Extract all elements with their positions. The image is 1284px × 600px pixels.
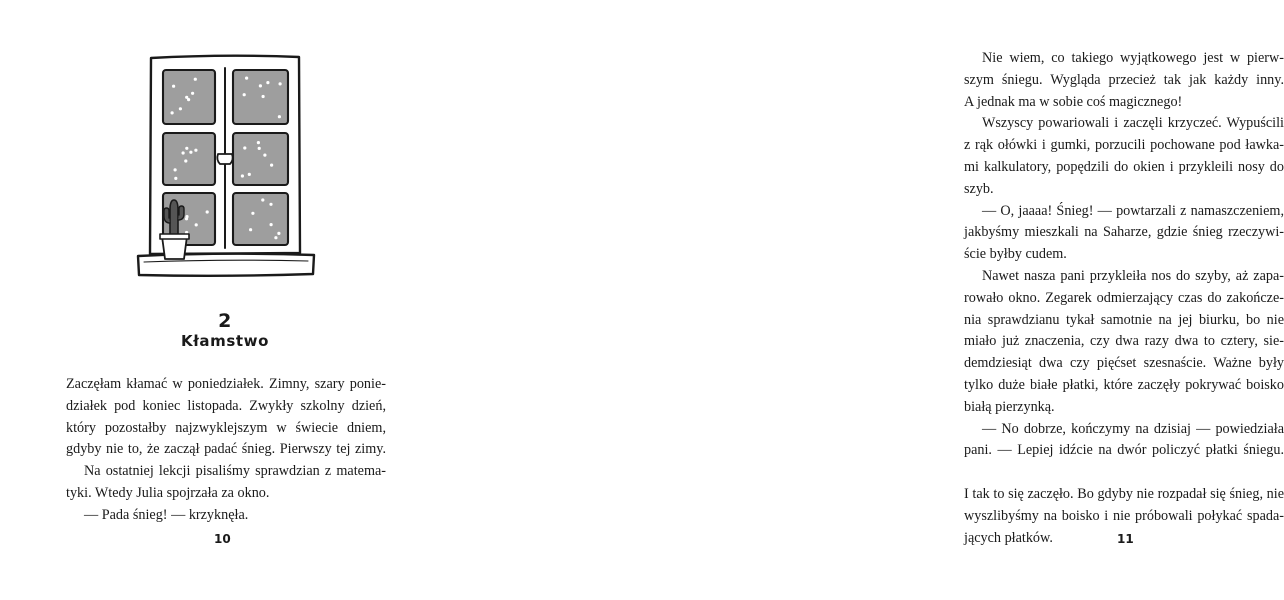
chapter-title: Kłamstwo — [180, 332, 269, 350]
text-line: tylko duże białe płatki, które zaczęły pokrywać boisko — [964, 376, 1284, 393]
text-line: demdziesiąt dwa czy pięćset szesnaście. Ważne były — [964, 355, 1284, 372]
text-line: gdyby nie to, że zaczął padać śnieg. Pierwszy tej zimy. — [66, 441, 386, 458]
right-page-text — [964, 48, 1284, 550]
text-line: Wszyscy powariowali i zaczęli krzyczeć. Wypuścili — [982, 115, 1284, 132]
left-page-text — [66, 374, 386, 527]
text-line: szym śniegu. Wygląda przecież tak jak każdy inny. — [964, 71, 1284, 88]
text-line: jakbyśmy mieszkali na Saharze, gdzie śnieg rzeczywi- — [964, 224, 1284, 241]
text-line: I tak to się zaczęło. Bo gdyby nie rozpadał się śnieg, nie — [964, 486, 1284, 503]
text-line: białą pierzynką. — [964, 398, 1055, 415]
text-line: który pozostałby najzwyklejszym w świecie dniem, — [66, 419, 386, 436]
text-line: miało już znaczenia, czy dwa razy dwa to cztery, sie- — [964, 333, 1284, 350]
text-line: mi kalkulatory, popędzili do okien i przykleili nosy do — [964, 158, 1284, 175]
page-number-right: 11 — [1117, 532, 1134, 546]
text-line: tyki. Wtedy Julia spojrzała za okno. — [66, 484, 270, 501]
chapter-number: 2 — [218, 310, 232, 332]
paragraph-gap — [964, 462, 1284, 484]
text-line: wyszlibyśmy na boisko i nie próbowali połykać spada- — [964, 507, 1284, 524]
right-page — [450, 0, 1284, 600]
text-line: Na ostatniej lekcji pisaliśmy sprawdzian z matema- — [84, 463, 386, 480]
text-line: Nie wiem, co takiego wyjątkowego jest w pierw- — [982, 50, 1284, 66]
text-line: — No dobrze, kończymy na dzisiaj — powiedziała — [982, 420, 1284, 437]
text-line: A jednak ma w sobie coś magicznego! — [964, 93, 1183, 110]
text-line: z rąk ołówki i gumki, porzucili pochowane pod ławka- — [964, 137, 1284, 154]
text-line: działek pod koniec listopada. Zwykły szkolny dzień, — [66, 397, 386, 414]
text-line: — Pada śnieg! — krzyknęła. — [84, 506, 249, 523]
text-line: ście byłby cudem. — [964, 246, 1067, 263]
left-page — [0, 0, 450, 600]
window-with-cactus-icon — [130, 48, 320, 284]
text-line: szyb. — [964, 180, 994, 197]
text-line: jących płatków. — [964, 529, 1053, 546]
text-line: — O, jaaaa! Śnieg! — powtarzali z namaszczeniem, — [982, 202, 1284, 219]
page-number-left: 10 — [214, 532, 231, 546]
text-line: Zaczęłam kłamać w poniedziałek. Zimny, szary ponie- — [66, 376, 386, 392]
text-line: Nawet nasza pani przykleiła nos do szyby, aż zapa- — [982, 267, 1284, 284]
text-line: rowało okno. Zegarek odmierzający czas do zakończe- — [964, 289, 1284, 306]
text-line: pani. — Lepiej idźcie na dwór policzyć płatki śniegu. — [964, 442, 1284, 459]
text-line: nia sprawdzianu tykał samotnie na jej biurku, bo nie — [964, 311, 1284, 328]
